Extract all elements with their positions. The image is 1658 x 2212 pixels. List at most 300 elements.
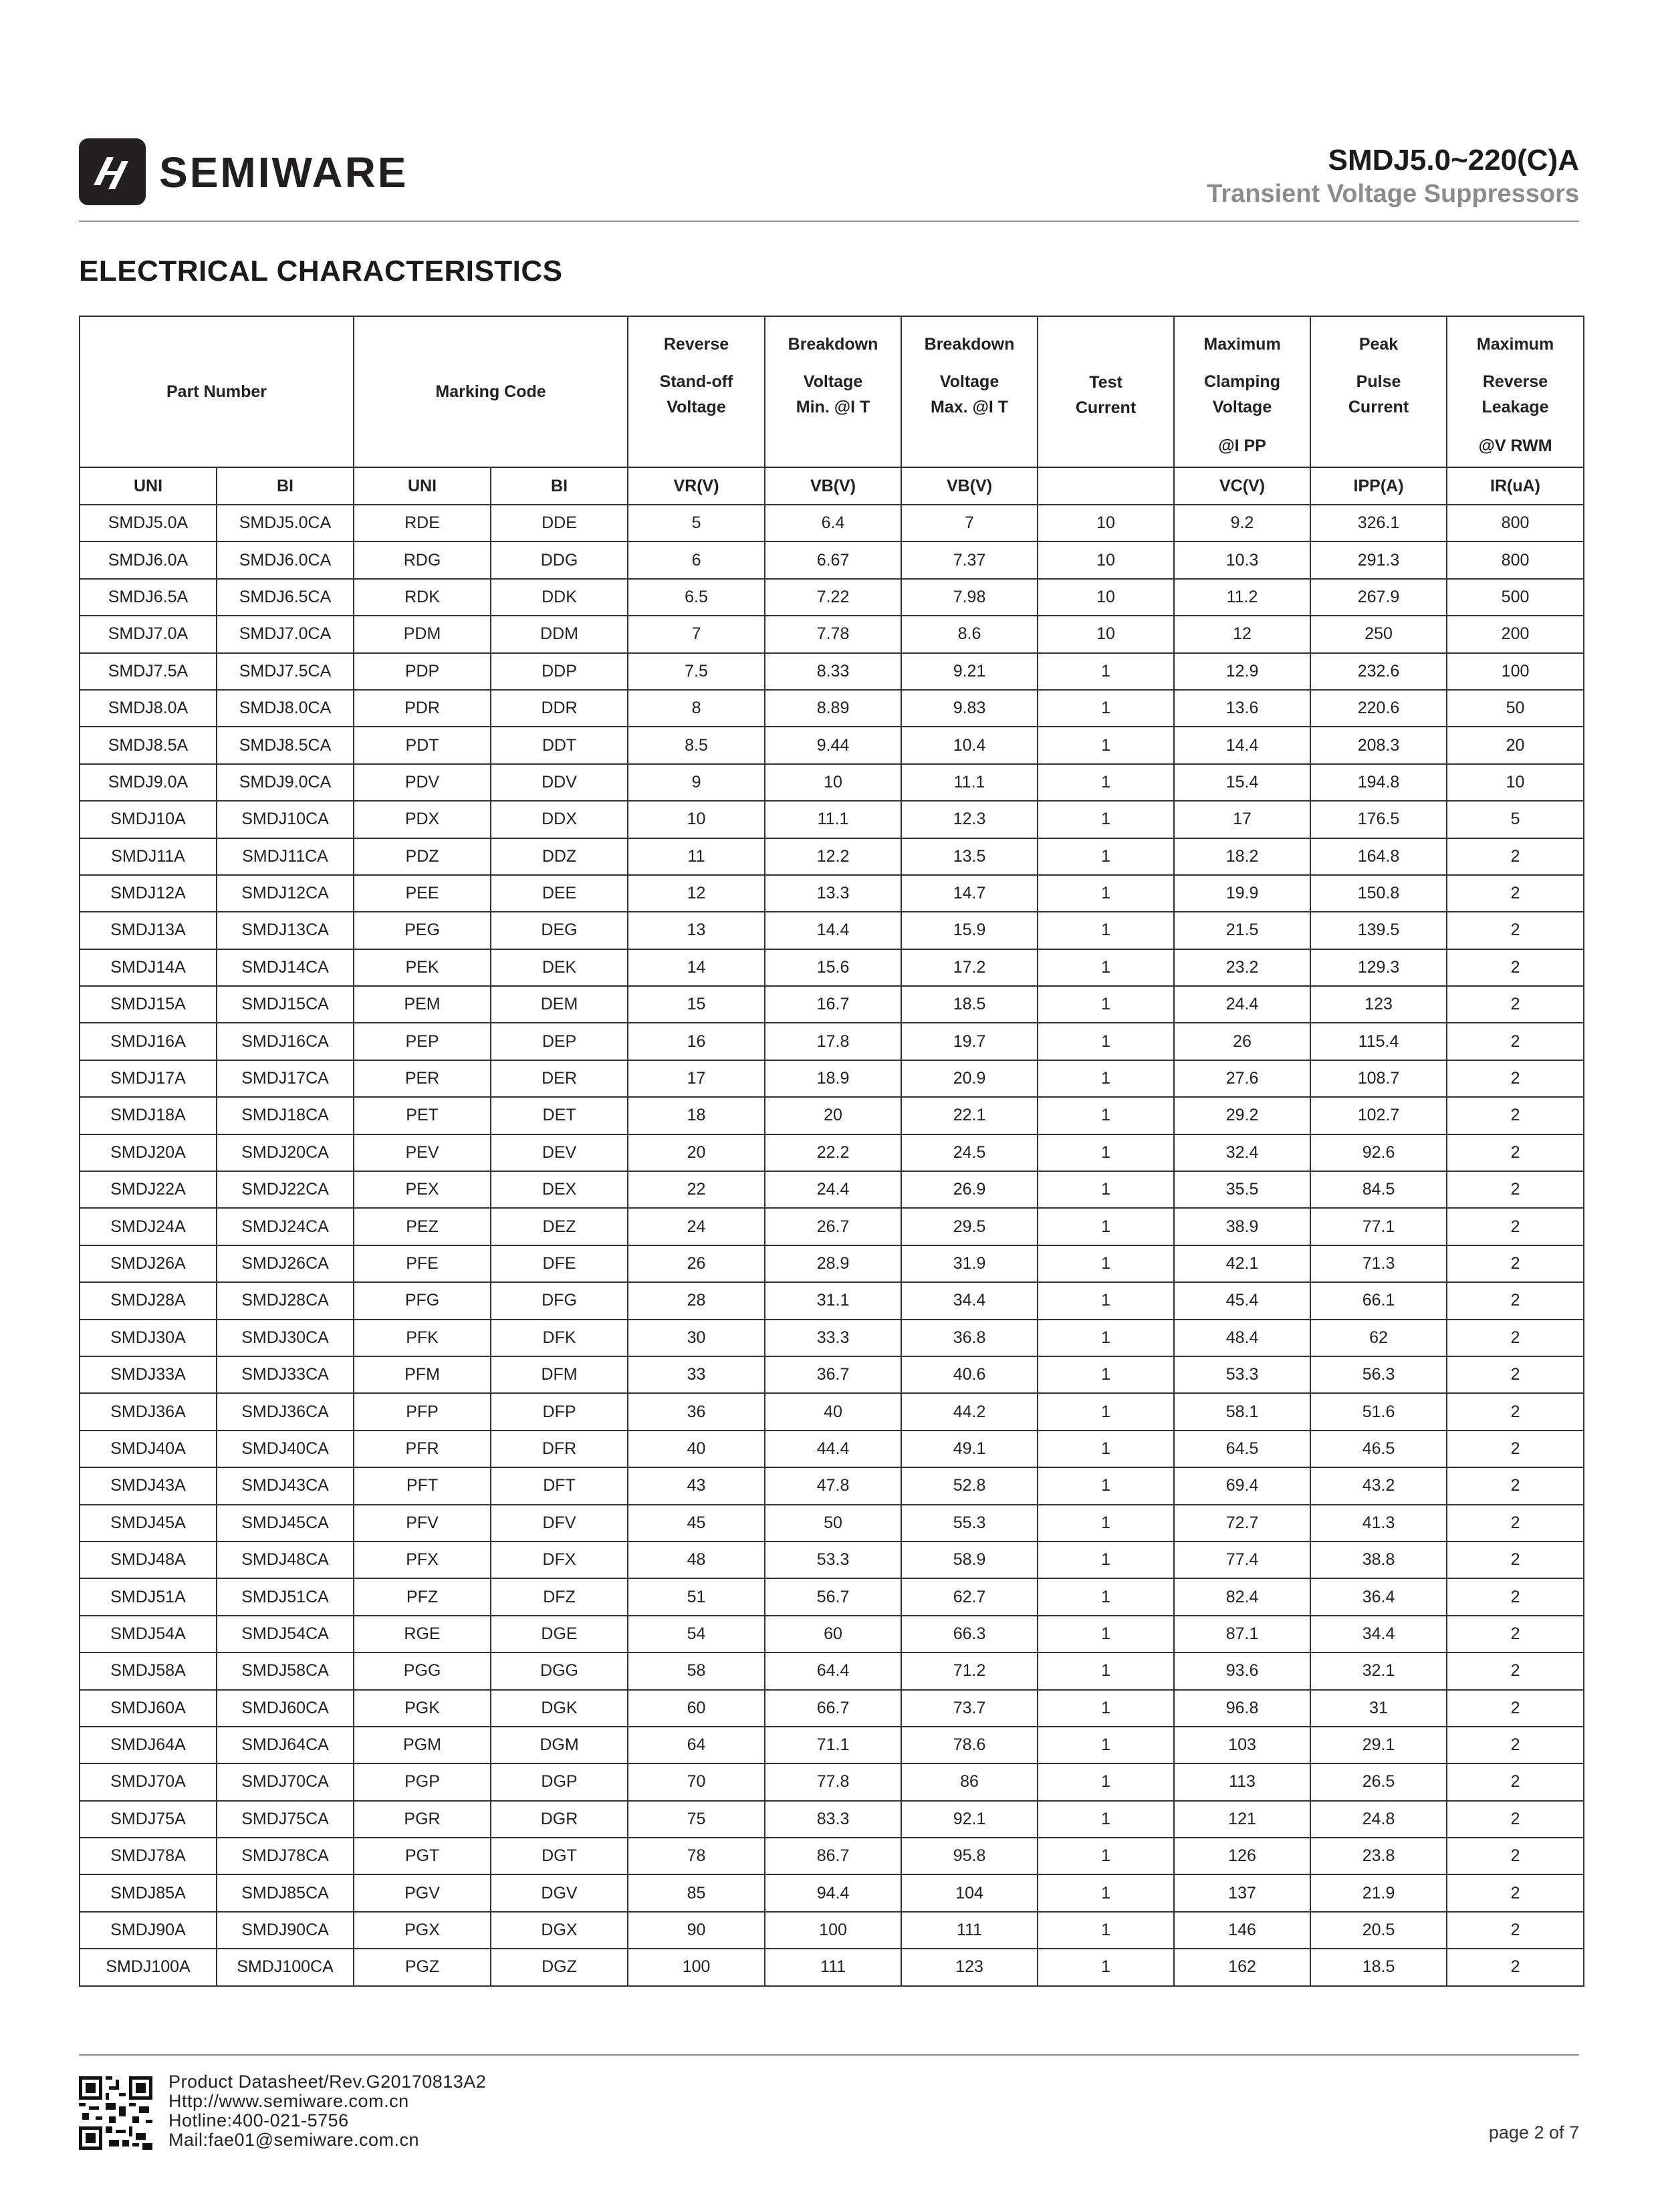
table-cell: 2 xyxy=(1447,986,1584,1023)
table-cell: 24.5 xyxy=(901,1134,1038,1171)
table-cell: 6.67 xyxy=(765,541,901,578)
table-cell: 32.4 xyxy=(1174,1134,1310,1171)
table-cell: SMDJ100A xyxy=(80,1949,217,1985)
table-cell: 111 xyxy=(901,1912,1038,1949)
table-cell: SMDJ8.0A xyxy=(80,690,217,727)
table-cell: PGR xyxy=(354,1801,491,1838)
table-cell: SMDJ43CA xyxy=(217,1467,354,1504)
table-cell: 93.6 xyxy=(1174,1652,1310,1689)
table-cell: 64.4 xyxy=(765,1652,901,1689)
table-row xyxy=(80,1134,1584,1171)
footer-website-link[interactable]: Http://www.semiware.com.cn xyxy=(168,2091,409,2111)
table-cell: 75 xyxy=(628,1801,765,1838)
table-row xyxy=(80,801,1584,838)
table-subheader-row xyxy=(80,467,1584,505)
table-cell: 10.3 xyxy=(1174,541,1310,578)
table-cell: 2 xyxy=(1447,1023,1584,1060)
table-cell: PDX xyxy=(354,801,491,838)
table-cell: 7.5 xyxy=(628,653,765,690)
table-cell: SMDJ5.0A xyxy=(80,505,217,541)
table-cell: 250 xyxy=(1310,616,1447,652)
table-cell: 47.8 xyxy=(765,1467,901,1504)
subheader-cell: VC(V) xyxy=(1174,467,1310,505)
table-cell: 62 xyxy=(1310,1320,1447,1356)
table-cell: SMDJ6.0CA xyxy=(217,541,354,578)
table-cell: 13.6 xyxy=(1174,690,1310,727)
table-cell: 102.7 xyxy=(1310,1097,1447,1134)
table-cell: SMDJ11CA xyxy=(217,838,354,875)
table-cell: 18.5 xyxy=(901,986,1038,1023)
table-cell: 41.3 xyxy=(1310,1505,1447,1542)
header-test-current: Test Current xyxy=(1038,316,1174,467)
table-cell: 17 xyxy=(1174,801,1310,838)
table-cell: DET xyxy=(491,1097,628,1134)
table-cell: SMDJ60A xyxy=(80,1690,217,1727)
table-cell: 2 xyxy=(1447,838,1584,875)
table-cell: 1 xyxy=(1038,1690,1174,1727)
table-cell: 500 xyxy=(1447,579,1584,616)
table-cell: PGT xyxy=(354,1838,491,1874)
table-cell: DDX xyxy=(491,801,628,838)
table-cell: 53.3 xyxy=(765,1542,901,1578)
table-row xyxy=(80,1578,1584,1615)
table-cell: 1 xyxy=(1038,801,1174,838)
table-cell: PEV xyxy=(354,1134,491,1171)
brand-name: SEMIWARE xyxy=(159,148,408,197)
table-cell: 15.6 xyxy=(765,949,901,986)
table-cell: 8.6 xyxy=(901,616,1038,652)
table-cell: 1 xyxy=(1038,653,1174,690)
table-cell: 24.8 xyxy=(1310,1801,1447,1838)
table-cell: SMDJ20CA xyxy=(217,1134,354,1171)
table-cell: 40 xyxy=(765,1393,901,1430)
table-cell: 19.9 xyxy=(1174,875,1310,912)
table-row xyxy=(80,1727,1584,1763)
header-divider xyxy=(79,221,1579,222)
table-cell: 21.5 xyxy=(1174,912,1310,949)
table-cell: PDR xyxy=(354,690,491,727)
table-cell: SMDJ16CA xyxy=(217,1023,354,1060)
table-cell: DEP xyxy=(491,1023,628,1060)
table-row xyxy=(80,1874,1584,1911)
table-cell: 1 xyxy=(1038,1727,1174,1763)
table-cell: SMDJ30A xyxy=(80,1320,217,1356)
table-cell: 2 xyxy=(1447,1245,1584,1282)
table-row xyxy=(80,1208,1584,1245)
table-cell: 40.6 xyxy=(901,1356,1038,1393)
table-cell: 103 xyxy=(1174,1727,1310,1763)
table-cell: SMDJ70A xyxy=(80,1763,217,1800)
table-cell: 46.5 xyxy=(1310,1431,1447,1467)
table-cell: 11.1 xyxy=(901,764,1038,801)
table-cell: 90 xyxy=(628,1912,765,1949)
header-reverse-standoff: Reverse Stand-off Voltage xyxy=(628,316,765,467)
header-reverse-leakage: Maximum Reverse Leakage @V RWM xyxy=(1447,316,1584,467)
table-cell: RGE xyxy=(354,1616,491,1652)
table-row xyxy=(80,1393,1584,1430)
table-cell: SMDJ5.0CA xyxy=(217,505,354,541)
table-cell: 1 xyxy=(1038,1171,1174,1208)
table-cell: 1 xyxy=(1038,1505,1174,1542)
table-cell: 28 xyxy=(628,1282,765,1319)
table-cell: SMDJ17CA xyxy=(217,1060,354,1097)
table-cell: 800 xyxy=(1447,541,1584,578)
table-row xyxy=(80,1245,1584,1282)
table-cell: 29.1 xyxy=(1310,1727,1447,1763)
table-cell: SMDJ14A xyxy=(80,949,217,986)
table-cell: 1 xyxy=(1038,727,1174,763)
table-cell: SMDJ10CA xyxy=(217,801,354,838)
table-cell: 92.1 xyxy=(901,1801,1038,1838)
table-cell: 11.1 xyxy=(765,801,901,838)
table-cell: SMDJ75A xyxy=(80,1801,217,1838)
subheader-cell: BI xyxy=(491,467,628,505)
table-cell: DFG xyxy=(491,1282,628,1319)
table-cell: 139.5 xyxy=(1310,912,1447,949)
table-cell: SMDJ28CA xyxy=(217,1282,354,1319)
table-row xyxy=(80,949,1584,986)
table-body xyxy=(80,505,1584,1986)
table-cell: SMDJ78CA xyxy=(217,1838,354,1874)
table-cell: SMDJ58A xyxy=(80,1652,217,1689)
table-cell: 51 xyxy=(628,1578,765,1615)
table-cell: 36.4 xyxy=(1310,1578,1447,1615)
table-cell: PEZ xyxy=(354,1208,491,1245)
table-cell: PFK xyxy=(354,1320,491,1356)
table-cell: 78.6 xyxy=(901,1727,1038,1763)
table-cell: 77.1 xyxy=(1310,1208,1447,1245)
table-cell: SMDJ18CA xyxy=(217,1097,354,1134)
table-row xyxy=(80,1838,1584,1874)
table-cell: 1 xyxy=(1038,912,1174,949)
table-cell: SMDJ18A xyxy=(80,1097,217,1134)
table-cell: 7.37 xyxy=(901,541,1038,578)
table-row xyxy=(80,1097,1584,1134)
header-breakdown-max: Breakdown Voltage Max. @I T xyxy=(901,316,1038,467)
table-cell: SMDJ26CA xyxy=(217,1245,354,1282)
table-cell: DER xyxy=(491,1060,628,1097)
table-cell: 16.7 xyxy=(765,986,901,1023)
table-cell: SMDJ64A xyxy=(80,1727,217,1763)
table-cell: 1 xyxy=(1038,1652,1174,1689)
table-cell: 6.4 xyxy=(765,505,901,541)
table-cell: 58.9 xyxy=(901,1542,1038,1578)
table-cell: 13.5 xyxy=(901,838,1038,875)
table-cell: DFZ xyxy=(491,1578,628,1615)
table-cell: SMDJ12A xyxy=(80,875,217,912)
table-cell: 24 xyxy=(628,1208,765,1245)
table-cell: PGM xyxy=(354,1727,491,1763)
table-cell: 85 xyxy=(628,1874,765,1911)
table-cell: 9.83 xyxy=(901,690,1038,727)
table-cell: DDV xyxy=(491,764,628,801)
table-cell: 48.4 xyxy=(1174,1320,1310,1356)
table-cell: 71.1 xyxy=(765,1727,901,1763)
table-cell: 70 xyxy=(628,1763,765,1800)
table-cell: 5 xyxy=(1447,801,1584,838)
table-cell: 56.7 xyxy=(765,1578,901,1615)
table-cell: 18 xyxy=(628,1097,765,1134)
table-cell: 77.4 xyxy=(1174,1542,1310,1578)
table-cell: RDK xyxy=(354,579,491,616)
table-cell: SMDJ7.0CA xyxy=(217,616,354,652)
table-cell: 1 xyxy=(1038,764,1174,801)
table-row xyxy=(80,505,1584,541)
table-cell: DGR xyxy=(491,1801,628,1838)
table-cell: PGG xyxy=(354,1652,491,1689)
table-cell: 12.3 xyxy=(901,801,1038,838)
table-cell: 2 xyxy=(1447,1171,1584,1208)
table-cell: 77.8 xyxy=(765,1763,901,1800)
table-cell: 1 xyxy=(1038,1801,1174,1838)
table-cell: 2 xyxy=(1447,1393,1584,1430)
table-cell: 55.3 xyxy=(901,1505,1038,1542)
table-row xyxy=(80,1356,1584,1393)
table-header-row xyxy=(80,316,1584,467)
table-cell: 45.4 xyxy=(1174,1282,1310,1319)
table-cell: 104 xyxy=(901,1874,1038,1911)
table-cell: DFT xyxy=(491,1467,628,1504)
table-cell: 126 xyxy=(1174,1838,1310,1874)
table-cell: 123 xyxy=(901,1949,1038,1985)
table-cell: SMDJ9.0CA xyxy=(217,764,354,801)
page-number: page 2 of 7 xyxy=(1488,2122,1579,2142)
table-cell: DEG xyxy=(491,912,628,949)
table-row xyxy=(80,912,1584,949)
table-cell: DGZ xyxy=(491,1949,628,1985)
table-cell: 13.3 xyxy=(765,875,901,912)
table-cell: 22 xyxy=(628,1171,765,1208)
table-cell: 86.7 xyxy=(765,1838,901,1874)
table-row xyxy=(80,1171,1584,1208)
table-cell: SMDJ33CA xyxy=(217,1356,354,1393)
table-cell: SMDJ7.0A xyxy=(80,616,217,652)
table-row xyxy=(80,1282,1584,1319)
table-cell: 7.78 xyxy=(765,616,901,652)
table-cell: PFZ xyxy=(354,1578,491,1615)
table-cell: DEM xyxy=(491,986,628,1023)
table-cell: DEV xyxy=(491,1134,628,1171)
table-cell: 123 xyxy=(1310,986,1447,1023)
table-cell: 82.4 xyxy=(1174,1578,1310,1615)
table-cell: 66.3 xyxy=(901,1616,1038,1652)
table-cell: SMDJ11A xyxy=(80,838,217,875)
table-cell: 1 xyxy=(1038,949,1174,986)
table-cell: 14.4 xyxy=(1174,727,1310,763)
table-cell: SMDJ17A xyxy=(80,1060,217,1097)
table-cell: 18.9 xyxy=(765,1060,901,1097)
table-cell: 2 xyxy=(1447,1505,1584,1542)
table-cell: 115.4 xyxy=(1310,1023,1447,1060)
doc-title: SMDJ5.0~220(C)A xyxy=(1328,144,1579,176)
table-cell: SMDJ15A xyxy=(80,986,217,1023)
table-cell: SMDJ64CA xyxy=(217,1727,354,1763)
table-cell: SMDJ7.5A xyxy=(80,653,217,690)
table-cell: 7.22 xyxy=(765,579,901,616)
table-cell: SMDJ14CA xyxy=(217,949,354,986)
table-cell: 2 xyxy=(1447,1801,1584,1838)
table-cell: PFM xyxy=(354,1356,491,1393)
table-cell: 2 xyxy=(1447,1652,1584,1689)
table-cell: 14 xyxy=(628,949,765,986)
table-cell: SMDJ51CA xyxy=(217,1578,354,1615)
table-cell: SMDJ10A xyxy=(80,801,217,838)
table-cell: 10 xyxy=(765,764,901,801)
table-cell: 53.3 xyxy=(1174,1356,1310,1393)
qr-code-icon xyxy=(79,2076,152,2150)
table-cell: 72.7 xyxy=(1174,1505,1310,1542)
footer-revision: Product Datasheet/Rev.G20170813A2 xyxy=(168,2072,487,2092)
table-cell: 8.5 xyxy=(628,727,765,763)
table-cell: SMDJ12CA xyxy=(217,875,354,912)
table-cell: 15.4 xyxy=(1174,764,1310,801)
footer-divider xyxy=(79,2054,1579,2056)
table-cell: 28.9 xyxy=(765,1245,901,1282)
table-cell: 12 xyxy=(628,875,765,912)
table-cell: 100 xyxy=(1447,653,1584,690)
table-cell: 1 xyxy=(1038,1912,1174,1949)
subheader-cell: UNI xyxy=(80,467,217,505)
table-cell: SMDJ75CA xyxy=(217,1801,354,1838)
table-cell: SMDJ33A xyxy=(80,1356,217,1393)
table-cell: 2 xyxy=(1447,1838,1584,1874)
table-cell: 9.44 xyxy=(765,727,901,763)
table-cell: 220.6 xyxy=(1310,690,1447,727)
table-cell: 9.21 xyxy=(901,653,1038,690)
table-cell: DFP xyxy=(491,1393,628,1430)
table-cell: 5 xyxy=(628,505,765,541)
footer-contact xyxy=(168,2072,486,2150)
table-cell: 2 xyxy=(1447,1912,1584,1949)
table-cell: 17 xyxy=(628,1060,765,1097)
table-cell: 267.9 xyxy=(1310,579,1447,616)
table-cell: 2 xyxy=(1447,1431,1584,1467)
table-cell: 56.3 xyxy=(1310,1356,1447,1393)
table-cell: 26.7 xyxy=(765,1208,901,1245)
table-cell: 10 xyxy=(1038,579,1174,616)
table-cell: PDM xyxy=(354,616,491,652)
table-cell: PEG xyxy=(354,912,491,949)
table-cell: 1 xyxy=(1038,875,1174,912)
table-cell: 164.8 xyxy=(1310,838,1447,875)
table-cell: PFT xyxy=(354,1467,491,1504)
table-cell: SMDJ9.0A xyxy=(80,764,217,801)
table-cell: 60 xyxy=(628,1690,765,1727)
table-cell: 20 xyxy=(1447,727,1584,763)
table-cell: PFG xyxy=(354,1282,491,1319)
table-cell: 30 xyxy=(628,1320,765,1356)
table-cell: 64.5 xyxy=(1174,1431,1310,1467)
table-cell: DFX xyxy=(491,1542,628,1578)
table-cell: 1 xyxy=(1038,1356,1174,1393)
table-cell: 20 xyxy=(628,1134,765,1171)
table-cell: 137 xyxy=(1174,1874,1310,1911)
table-cell: 1 xyxy=(1038,1578,1174,1615)
table-cell: 20 xyxy=(765,1097,901,1134)
table-cell: 1 xyxy=(1038,1208,1174,1245)
table-cell: 86 xyxy=(901,1763,1038,1800)
table-row xyxy=(80,1060,1584,1097)
table-cell: 2 xyxy=(1447,1542,1584,1578)
table-cell: 1 xyxy=(1038,1097,1174,1134)
table-cell: PET xyxy=(354,1097,491,1134)
table-cell: 2 xyxy=(1447,1282,1584,1319)
table-cell: 11 xyxy=(628,838,765,875)
table-cell: DFK xyxy=(491,1320,628,1356)
table-row xyxy=(80,1431,1584,1467)
table-cell: 33.3 xyxy=(765,1320,901,1356)
table-cell: SMDJ100CA xyxy=(217,1949,354,1985)
table-cell: 27.6 xyxy=(1174,1060,1310,1097)
table-row xyxy=(80,1690,1584,1727)
table-cell: 113 xyxy=(1174,1763,1310,1800)
footer-email-link[interactable]: Mail:fae01@semiware.com.cn xyxy=(168,2130,420,2150)
table-row xyxy=(80,1320,1584,1356)
table-cell: DDP xyxy=(491,653,628,690)
table-cell: SMDJ6.5A xyxy=(80,579,217,616)
table-cell: 50 xyxy=(765,1505,901,1542)
table-cell: 150.8 xyxy=(1310,875,1447,912)
table-cell: 22.2 xyxy=(765,1134,901,1171)
table-cell: 35.5 xyxy=(1174,1171,1310,1208)
table-cell: 10 xyxy=(1038,505,1174,541)
electrical-characteristics-table xyxy=(79,316,1583,1987)
table-cell: PDT xyxy=(354,727,491,763)
table-cell: 1 xyxy=(1038,838,1174,875)
table-cell: 1 xyxy=(1038,1616,1174,1652)
table-cell: 36.7 xyxy=(765,1356,901,1393)
table-row xyxy=(80,541,1584,578)
table-cell: 176.5 xyxy=(1310,801,1447,838)
table-cell: 22.1 xyxy=(901,1097,1038,1134)
table-cell: 32.1 xyxy=(1310,1652,1447,1689)
table-row xyxy=(80,986,1584,1023)
table-cell: 45 xyxy=(628,1505,765,1542)
table-cell: 2 xyxy=(1447,1356,1584,1393)
table-cell: PEK xyxy=(354,949,491,986)
table-cell: 111 xyxy=(765,1949,901,1985)
table-cell: 1 xyxy=(1038,1431,1174,1467)
table-cell: SMDJ48A xyxy=(80,1542,217,1578)
table-cell: SMDJ22CA xyxy=(217,1171,354,1208)
table-cell: PGZ xyxy=(354,1949,491,1985)
brand-logo-icon xyxy=(79,138,146,205)
subheader-cell: IR(uA) xyxy=(1447,467,1584,505)
table-cell: 2 xyxy=(1447,912,1584,949)
table-cell: SMDJ24CA xyxy=(217,1208,354,1245)
table-cell: 16 xyxy=(628,1023,765,1060)
table-cell: 20.9 xyxy=(901,1060,1038,1097)
table-cell: SMDJ6.0A xyxy=(80,541,217,578)
table-cell: PEM xyxy=(354,986,491,1023)
table-row xyxy=(80,764,1584,801)
table-cell: DDT xyxy=(491,727,628,763)
table-cell: 6.5 xyxy=(628,579,765,616)
table-cell: DFR xyxy=(491,1431,628,1467)
table-cell: 200 xyxy=(1447,616,1584,652)
table-cell: DGG xyxy=(491,1652,628,1689)
table-row xyxy=(80,838,1584,875)
table-cell: SMDJ85A xyxy=(80,1874,217,1911)
table-cell: SMDJ36A xyxy=(80,1393,217,1430)
table-cell: 208.3 xyxy=(1310,727,1447,763)
table-cell: 10 xyxy=(1447,764,1584,801)
table-cell: 54 xyxy=(628,1616,765,1652)
table-cell: 52.8 xyxy=(901,1467,1038,1504)
table-cell: 13 xyxy=(628,912,765,949)
table-cell: 2 xyxy=(1447,1763,1584,1800)
table-cell: 23.2 xyxy=(1174,949,1310,986)
